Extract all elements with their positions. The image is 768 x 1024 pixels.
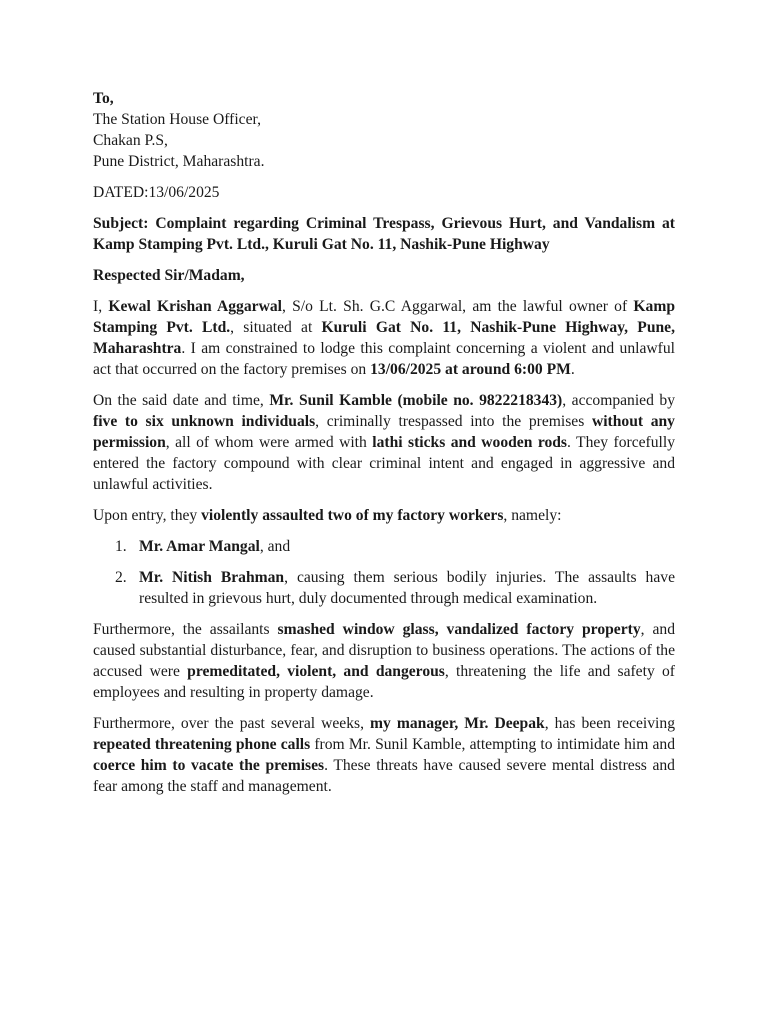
text-run: . They forcefully entered the factory compound with clear criminal intent and engaged in aggressive and unlawful activities. xyxy=(93,434,675,493)
bold-run: premeditated, violent, and dangerous xyxy=(187,663,445,680)
text-run: , accompanied by xyxy=(562,392,675,409)
injured-workers-list xyxy=(93,536,675,609)
list-item xyxy=(93,567,675,609)
paragraph-threats xyxy=(93,713,675,797)
bold-run: Mr. Sunil Kamble (mobile no. 9822218343) xyxy=(269,392,563,409)
text-run: , and xyxy=(259,538,291,555)
paragraph-trespass xyxy=(93,390,675,495)
salutation: Respected Sir/Madam, xyxy=(93,267,245,284)
text-run: , and caused substantial disturbance, fear, and disruption to business operations. The actions of the accused were xyxy=(93,621,675,680)
address-line: The Station House Officer, xyxy=(93,111,261,128)
bold-run: without any permission xyxy=(93,413,675,451)
bold-run: 13/06/2025 at around 6:00 PM xyxy=(370,361,571,378)
text-run: , causing them serious bodily injuries. The assaults have resulted in grievous hurt, duly documented through medical examination. xyxy=(139,569,675,607)
list-item xyxy=(93,536,675,557)
text-run: , criminally trespassed into the premises xyxy=(315,413,592,430)
bold-run: violently assaulted two of my factory workers xyxy=(201,507,504,524)
text-run: Furthermore, over the past several weeks, xyxy=(93,715,371,732)
address-line: Pune District, Maharashtra. xyxy=(93,153,265,170)
complaint-letter xyxy=(93,88,675,807)
bold-run: lathi sticks and wooden rods xyxy=(372,434,567,451)
text-run: Upon entry, they xyxy=(93,507,202,524)
text-run: , S/o Lt. Sh. G.C Aggarwal, am the lawful owner of xyxy=(281,298,634,315)
address-line: Chakan P.S, xyxy=(93,132,168,149)
text-run: , situated at xyxy=(230,319,322,336)
bold-run: coerce him to vacate the premises xyxy=(93,757,325,774)
letter-date: DATED:13/06/2025 xyxy=(93,184,220,201)
text-run: . xyxy=(570,361,575,378)
address-to: To, xyxy=(93,90,114,107)
bold-run: Kuruli Gat No. 11, Nashik-Pune Highway, Pune, Maharashtra xyxy=(93,319,675,357)
bold-run: my manager, Mr. Deepak xyxy=(370,715,545,732)
text-run: On the said date and time, xyxy=(93,392,270,409)
text-run: , namely: xyxy=(503,507,562,524)
text-run: . These threats have caused severe mental distress and fear among the staff and management. xyxy=(93,757,675,795)
bold-run: Mr. Nitish Brahman xyxy=(139,569,285,586)
text-run: , all of whom were armed with xyxy=(165,434,373,451)
text-run: . I am constrained to lodge this complaint concerning a violent and unlawful act that occurred on the factory premises on xyxy=(93,340,675,378)
list-number: 1. xyxy=(115,538,127,555)
bold-run: Mr. Amar Mangal xyxy=(139,538,260,555)
text-run: Furthermore, the assailants xyxy=(93,621,278,638)
bold-run: repeated threatening phone calls xyxy=(93,736,311,753)
text-run: I, xyxy=(93,298,109,315)
bold-run: five to six unknown individuals xyxy=(93,413,316,430)
bold-run: smashed window glass, vandalized factory property xyxy=(277,621,641,638)
paragraph-assault xyxy=(93,505,675,526)
paragraph-owner-intro xyxy=(93,296,675,380)
bold-run: Kamp Stamping Pvt. Ltd. xyxy=(93,298,676,336)
text-run: from Mr. Sunil Kamble, attempting to intimidate him and xyxy=(310,736,675,753)
recipient-address xyxy=(93,88,675,172)
letter-subject: Subject: Complaint regarding Criminal Trespass, Grievous Hurt, and Vandalism at Kamp Stamping Pvt. Ltd., Kuruli Gat No. 11, Nashik-Pune Highway xyxy=(93,215,675,253)
bold-run: Kewal Krishan Aggarwal xyxy=(108,298,282,315)
text-run: , has been receiving xyxy=(544,715,675,732)
paragraph-vandalism xyxy=(93,619,675,703)
text-run: , threatening the life and safety of employees and resulting in property damage. xyxy=(93,663,675,701)
list-number: 2. xyxy=(115,569,127,586)
